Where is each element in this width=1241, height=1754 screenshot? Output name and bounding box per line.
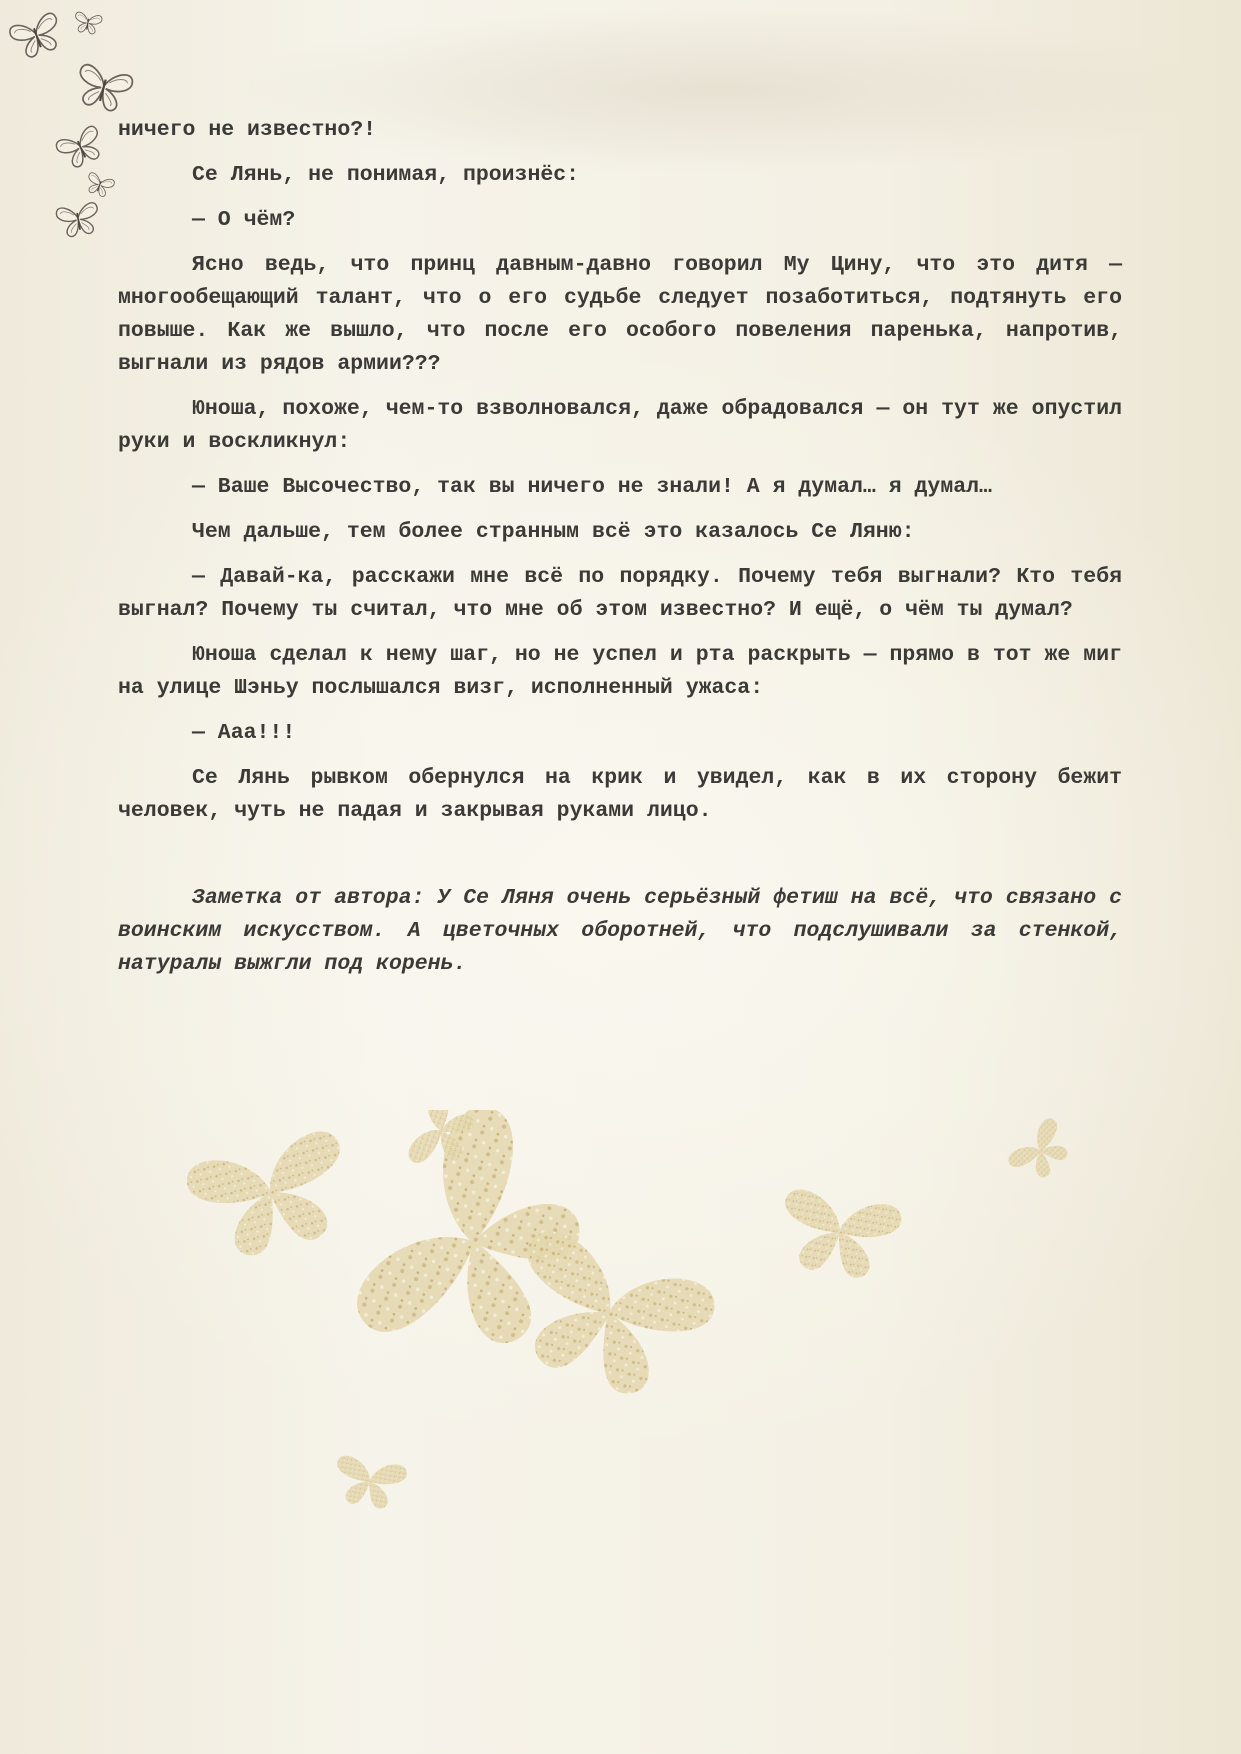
page-body-text: [118, 114, 1122, 993]
paragraph: — Ваше Высочество, так вы ничего не знали! А я думал… я думал…: [192, 475, 992, 499]
paragraph: Се Лянь, не понимая, произнёс:: [192, 163, 580, 187]
paragraph: ничего не известно?!: [118, 118, 377, 142]
paragraph: Се Лянь рывком обернулся на крик и увидел, как в их сторону бежит человек, чуть не падая и закрывая руками лицо.: [118, 766, 1122, 823]
paragraph: — Ааа!!!: [192, 721, 296, 745]
author-note: Заметка от автора: У Се Ляня очень серьёзный фетиш на всё, что связано с воинским искусством. А цветочных оборотней, что подслушивали за стенкой, натуралы выжгли под корень.: [118, 886, 1122, 976]
paragraph: Юноша, похоже, чем-то взволновался, даже обрадовался — он тут же опустил руки и воскликнул:: [118, 397, 1122, 454]
paragraph: — Давай-ка, расскажи мне всё по порядку. Почему тебя выгнали? Кто тебя выгнал? Почему ты считал, что мне об этом известно? И ещё, о чём ты думал?: [118, 565, 1122, 622]
paragraph: — О чём?: [192, 208, 296, 232]
paragraph: Чем дальше, тем более странным всё это казалось Се Ляню:: [192, 520, 915, 544]
paragraph: Ясно ведь, что принц давным-давно говорил Му Цину, что это дитя — многообещающий талант, что о его судьбе следует позаботиться, подтянуть его повыше. Как же вышло, что после его особого повеления паренька, напротив, выгнали из рядов армии???: [118, 253, 1122, 376]
glitter-butterflies-icon: [180, 1110, 1080, 1550]
paragraph: Юноша сделал к нему шаг, но не успел и рта раскрыть — прямо в тот же миг на улице Шэньу послышался визг, исполненный ужаса:: [118, 643, 1122, 700]
